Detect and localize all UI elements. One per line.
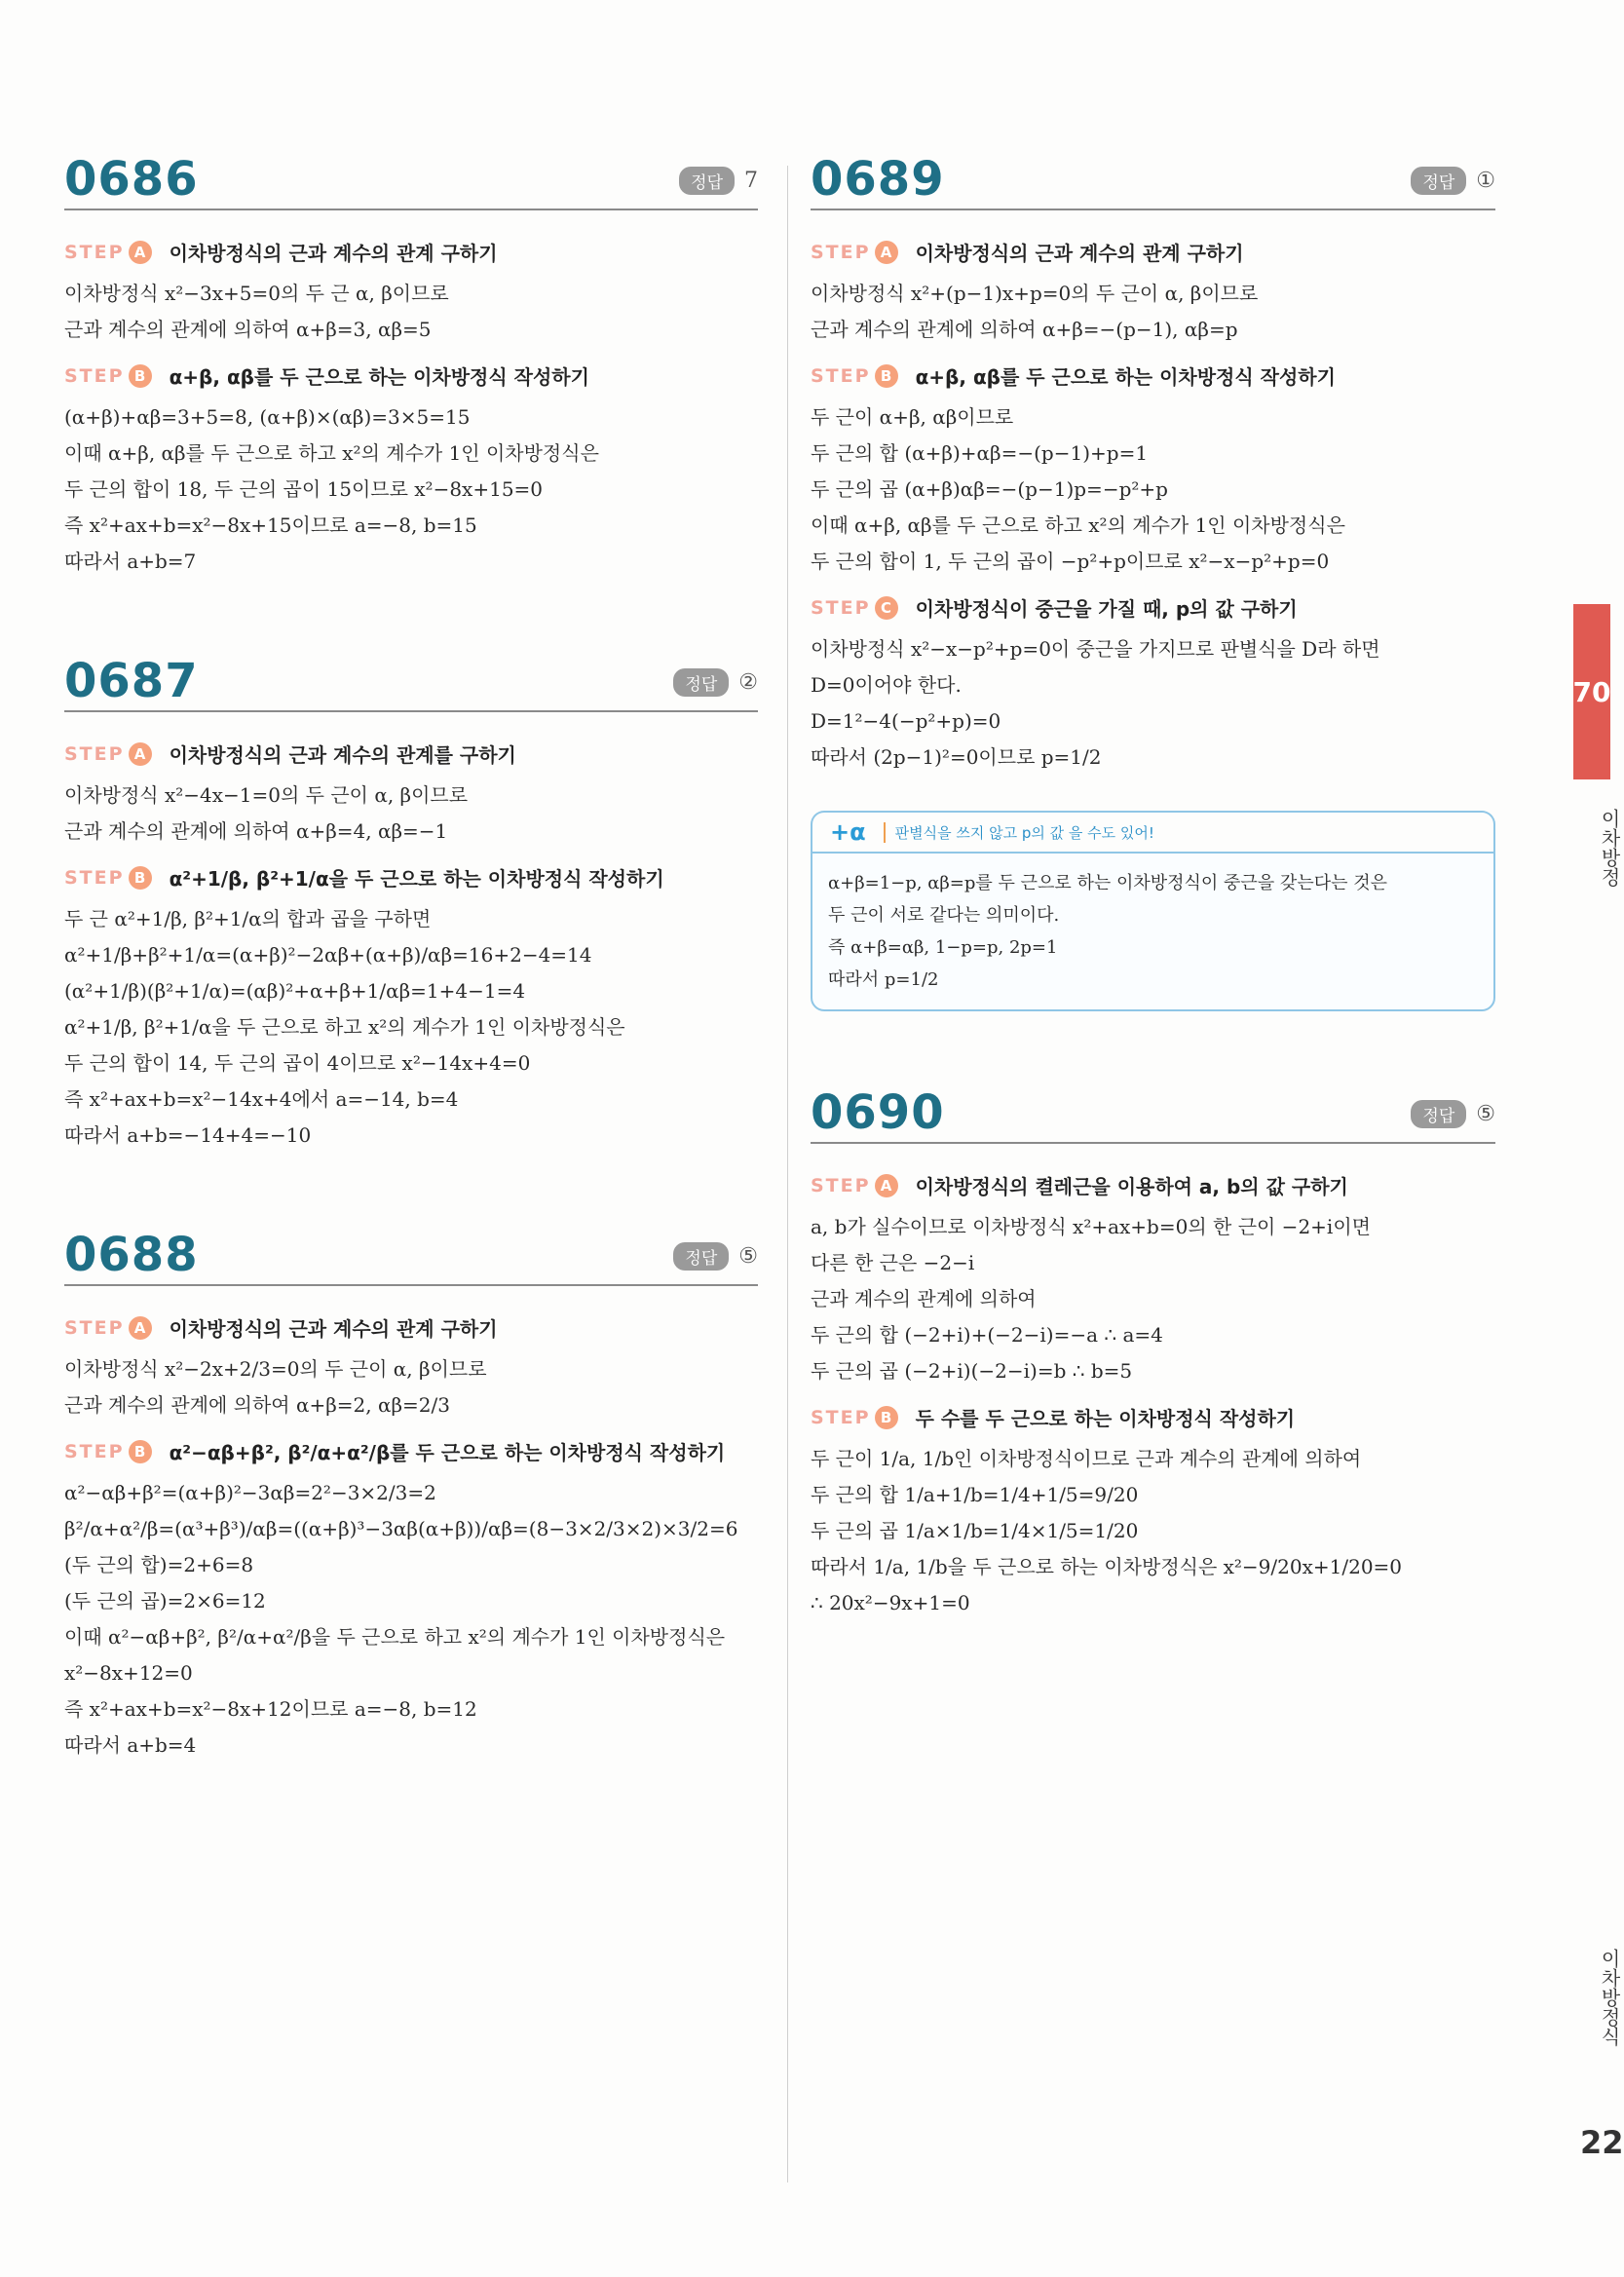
- step-title: α+β, αβ를 두 근으로 하는 이차방정식 작성하기: [915, 365, 1336, 389]
- solution-line: 다른 한 근은 −2−i: [811, 1251, 975, 1274]
- step-letter-icon: B: [129, 364, 152, 388]
- step-a-heading: [64, 1313, 758, 1342]
- solution-line: 두 근의 합이 1, 두 근의 곱이 −p²+p이므로 x²−x−p²+p=0: [811, 550, 1330, 573]
- step-label: STEP: [811, 364, 871, 387]
- solution-line: 두 근의 합이 18, 두 근의 곱이 15이므로 x²−8x+15=0: [64, 477, 544, 501]
- solution-line: 두 근이 1/a, 1/b인 이차방정식이므로 근과 계수의 관계에 의하여: [811, 1447, 1362, 1470]
- tip-header: [811, 811, 1495, 852]
- solution-line: D=0이어야 한다.: [811, 673, 962, 697]
- step-letter-icon: A: [129, 1316, 152, 1340]
- step-letter-icon: A: [129, 241, 152, 264]
- problem-0687: [64, 654, 758, 1154]
- tip-title: 판별식을 쓰지 않고 p의 값 을 수도 있어!: [884, 822, 1154, 843]
- solution-line: (두 근의 합)=2+6=8: [64, 1553, 254, 1576]
- step-letter-icon: C: [875, 596, 898, 620]
- solution-line: 즉 x²+ax+b=x²−8x+12이므로 a=−8, b=12: [64, 1697, 477, 1721]
- right-column: [811, 152, 1495, 1699]
- solution-line: (α+β)+αβ=3+5=8, (α+β)×(αβ)=3×5=15: [64, 405, 471, 429]
- step-title: 두 수를 두 근으로 하는 이차방정식 작성하기: [915, 1407, 1296, 1430]
- solution-line: ∴ 20x²−9x+1=0: [811, 1591, 970, 1614]
- section-side-label: 이차방정식: [1598, 1949, 1621, 2046]
- chapter-tab: 70: [1573, 604, 1610, 779]
- solution-line: 따라서 a+b=4: [64, 1733, 197, 1757]
- step-title: 이차방정식이 중근을 가질 때, p의 값 구하기: [915, 597, 1298, 621]
- solution-line: 두 근의 합이 14, 두 근의 곱이 4이므로 x²−14x+4=0: [64, 1051, 531, 1075]
- solution-line: 이차방정식 x²−4x−1=0의 두 근이 α, β이므로: [64, 783, 469, 807]
- solution-line: 두 근의 합 (α+β)+αβ=−(p−1)+p=1: [811, 441, 1149, 465]
- step-letter-icon: A: [129, 742, 152, 766]
- step-label: STEP: [811, 1174, 871, 1196]
- step-b-heading: [64, 1437, 758, 1465]
- problem-header: [811, 152, 1495, 210]
- problem-header: [64, 1228, 758, 1286]
- solution-line: 이때 α+β, αβ를 두 근으로 하고 x²의 계수가 1인 이차방정식은: [64, 441, 599, 465]
- left-column: [64, 152, 758, 1841]
- problem-number: 0687: [64, 654, 199, 708]
- solution-line: 즉 x²+ax+b=x²−8x+15이므로 a=−8, b=15: [64, 513, 477, 537]
- chapter-side-label: 이차방정: [1598, 809, 1621, 887]
- answer-value: ②: [738, 670, 758, 695]
- solution-line: 두 근의 곱 1/a×1/b=1/4×1/5=1/20: [811, 1519, 1139, 1542]
- page-number: 22: [1580, 2124, 1624, 2161]
- problem-header: [64, 152, 758, 210]
- step-letter-icon: B: [129, 866, 152, 890]
- step-title: 이차방정식의 근과 계수의 관계를 구하기: [169, 743, 516, 767]
- step-label: STEP: [811, 1406, 871, 1428]
- answer: [679, 167, 758, 195]
- step-b-heading: [64, 361, 758, 390]
- tip-body: [811, 852, 1495, 1011]
- solution-line: (α²+1/β)(β²+1/α)=(αβ)²+α+β+1/αβ=1+4−1=4: [64, 979, 526, 1003]
- step-label: STEP: [64, 866, 125, 889]
- solution-line: 이때 α+β, αβ를 두 근으로 하고 x²의 계수가 1인 이차방정식은: [811, 513, 1345, 537]
- answer: [673, 1242, 758, 1271]
- step-c-heading: [811, 593, 1495, 622]
- plus-alpha-icon: +α: [830, 818, 866, 846]
- solution-line: 따라서 (2p−1)²=0이므로 p=1/2: [811, 745, 1102, 769]
- problem-0688: [64, 1228, 758, 1764]
- problem-number: 0686: [64, 152, 199, 207]
- solution-line: 근과 계수의 관계에 의하여 α+β=3, αβ=5: [64, 318, 432, 341]
- solution-line: α²−αβ+β²=(α+β)²−3αβ=2²−3×2/3=2: [64, 1481, 436, 1504]
- solution-line: 이차방정식 x²−3x+5=0의 두 근 α, β이므로: [64, 282, 449, 305]
- column-divider: [787, 166, 788, 2182]
- step-title: α²−αβ+β², β²/α+α²/β를 두 근으로 하는 이차방정식 작성하기: [169, 1441, 726, 1464]
- step-letter-icon: A: [875, 1174, 898, 1197]
- step-a-heading: [811, 238, 1495, 266]
- step-title: α+β, αβ를 두 근으로 하는 이차방정식 작성하기: [169, 365, 589, 389]
- step-title: 이차방정식의 켤레근을 이용하여 a, b의 값 구하기: [915, 1175, 1348, 1198]
- step-label: STEP: [64, 364, 125, 387]
- tip-box: [811, 811, 1495, 1011]
- step-b-heading: [64, 863, 758, 892]
- solution-line: 두 근의 합 1/a+1/b=1/4+1/5=9/20: [811, 1483, 1139, 1506]
- problem-0689: [811, 152, 1495, 1011]
- problem-0686: [64, 152, 758, 580]
- solution-line: 근과 계수의 관계에 의하여 α+β=−(p−1), αβ=p: [811, 318, 1238, 341]
- step-a-heading: [811, 1171, 1495, 1199]
- step-a-heading: [64, 238, 758, 266]
- step-title: α²+1/β, β²+1/α을 두 근으로 하는 이차방정식 작성하기: [169, 867, 664, 891]
- solution-line: α²+1/β, β²+1/α을 두 근으로 하고 x²의 계수가 1인 이차방정식은: [64, 1015, 625, 1039]
- answer-badge: 정답: [1411, 167, 1466, 195]
- step-title: 이차방정식의 근과 계수의 관계 구하기: [169, 1317, 498, 1341]
- problem-0690: [811, 1085, 1495, 1621]
- solution-line: 이차방정식 x²−2x+2/3=0의 두 근이 α, β이므로: [64, 1357, 487, 1381]
- step-a-heading: [64, 740, 758, 768]
- answer: [673, 668, 758, 697]
- solution-line: α²+1/β+β²+1/α=(α+β)²−2αβ+(α+β)/αβ=16+2−4=14: [64, 943, 592, 967]
- step-title: 이차방정식의 근과 계수의 관계 구하기: [915, 242, 1244, 265]
- step-label: STEP: [811, 596, 871, 619]
- answer-badge: 정답: [673, 1242, 729, 1271]
- solution-line: a, b가 실수이므로 이차방정식 x²+ax+b=0의 한 근이 −2+i이면: [811, 1215, 1371, 1238]
- solution-line: 이차방정식 x²+(p−1)x+p=0의 두 근이 α, β이므로: [811, 282, 1259, 305]
- solution-line: 따라서 a+b=7: [64, 550, 197, 573]
- step-label: STEP: [64, 1316, 125, 1339]
- step-title: 이차방정식의 근과 계수의 관계 구하기: [169, 242, 498, 265]
- answer-value: ①: [1476, 169, 1495, 193]
- answer: [1411, 167, 1495, 195]
- problem-number: 0689: [811, 152, 945, 207]
- step-letter-icon: A: [875, 241, 898, 264]
- step-label: STEP: [64, 241, 125, 263]
- answer-badge: 정답: [1411, 1100, 1466, 1128]
- answer-badge: 정답: [673, 668, 729, 697]
- tip-line: 따라서 p=1/2: [828, 969, 939, 990]
- solution-line: 근과 계수의 관계에 의하여: [811, 1287, 1037, 1310]
- step-letter-icon: B: [875, 364, 898, 388]
- solution-line: 두 근의 곱 (−2+i)(−2−i)=b ∴ b=5: [811, 1359, 1133, 1383]
- solution-line: 이때 α²−αβ+β², β²/α+α²/β을 두 근으로 하고 x²의 계수가 1인 이차방정식은: [64, 1625, 726, 1649]
- answer-value: ⑤: [738, 1244, 758, 1269]
- solution-line: 두 근의 곱 (α+β)αβ=−(p−1)p=−p²+p: [811, 477, 1168, 501]
- solution-line: 근과 계수의 관계에 의하여 α+β=4, αβ=−1: [64, 819, 448, 843]
- problem-header: [811, 1085, 1495, 1144]
- solution-line: 두 근이 α+β, αβ이므로: [811, 405, 1014, 429]
- solution-line: 따라서 1/a, 1/b을 두 근으로 하는 이차방정식은 x²−9/20x+1/20=0: [811, 1555, 1403, 1578]
- solution-line: 즉 x²+ax+b=x²−14x+4에서 a=−14, b=4: [64, 1087, 459, 1111]
- answer-value: 7: [744, 169, 758, 193]
- solution-line: 두 근의 합 (−2+i)+(−2−i)=−a ∴ a=4: [811, 1323, 1163, 1347]
- answer-value: ⑤: [1476, 1102, 1495, 1126]
- problem-number: 0688: [64, 1228, 199, 1282]
- answer-badge: 정답: [679, 167, 735, 195]
- problem-header: [64, 654, 758, 712]
- solution-line: (두 근의 곱)=2×6=12: [64, 1589, 266, 1613]
- step-label: STEP: [64, 742, 125, 765]
- solution-line: 따라서 a+b=−14+4=−10: [64, 1123, 312, 1147]
- step-letter-icon: B: [875, 1406, 898, 1429]
- tip-line: 두 근이 서로 같다는 의미이다.: [828, 905, 1060, 926]
- solution-line: β²/α+α²/β=(α³+β³)/αβ=((α+β)³−3αβ(α+β))/αβ=(8−3×2/3×2)×3/2=6: [64, 1517, 738, 1540]
- step-letter-icon: B: [129, 1440, 152, 1463]
- step-b-heading: [811, 361, 1495, 390]
- tip-line: 즉 α+β=αβ, 1−p=p, 2p=1: [828, 937, 1058, 958]
- solution-line: 두 근 α²+1/β, β²+1/α의 합과 곱을 구하면: [64, 907, 432, 930]
- step-b-heading: [811, 1403, 1495, 1431]
- solution-line: 이차방정식 x²−x−p²+p=0이 중근을 가지므로 판별식을 D라 하면: [811, 637, 1380, 661]
- answer: [1411, 1100, 1495, 1128]
- solution-line: D=1²−4(−p²+p)=0: [811, 709, 1001, 733]
- step-label: STEP: [64, 1440, 125, 1462]
- solution-line: 근과 계수의 관계에 의하여 α+β=2, αβ=2/3: [64, 1393, 450, 1417]
- tip-line: α+β=1−p, αβ=p를 두 근으로 하는 이차방정식이 중근을 갖는다는 것은: [828, 873, 1387, 893]
- solution-line: x²−8x+12=0: [64, 1661, 193, 1685]
- problem-number: 0690: [811, 1085, 945, 1140]
- step-label: STEP: [811, 241, 871, 263]
